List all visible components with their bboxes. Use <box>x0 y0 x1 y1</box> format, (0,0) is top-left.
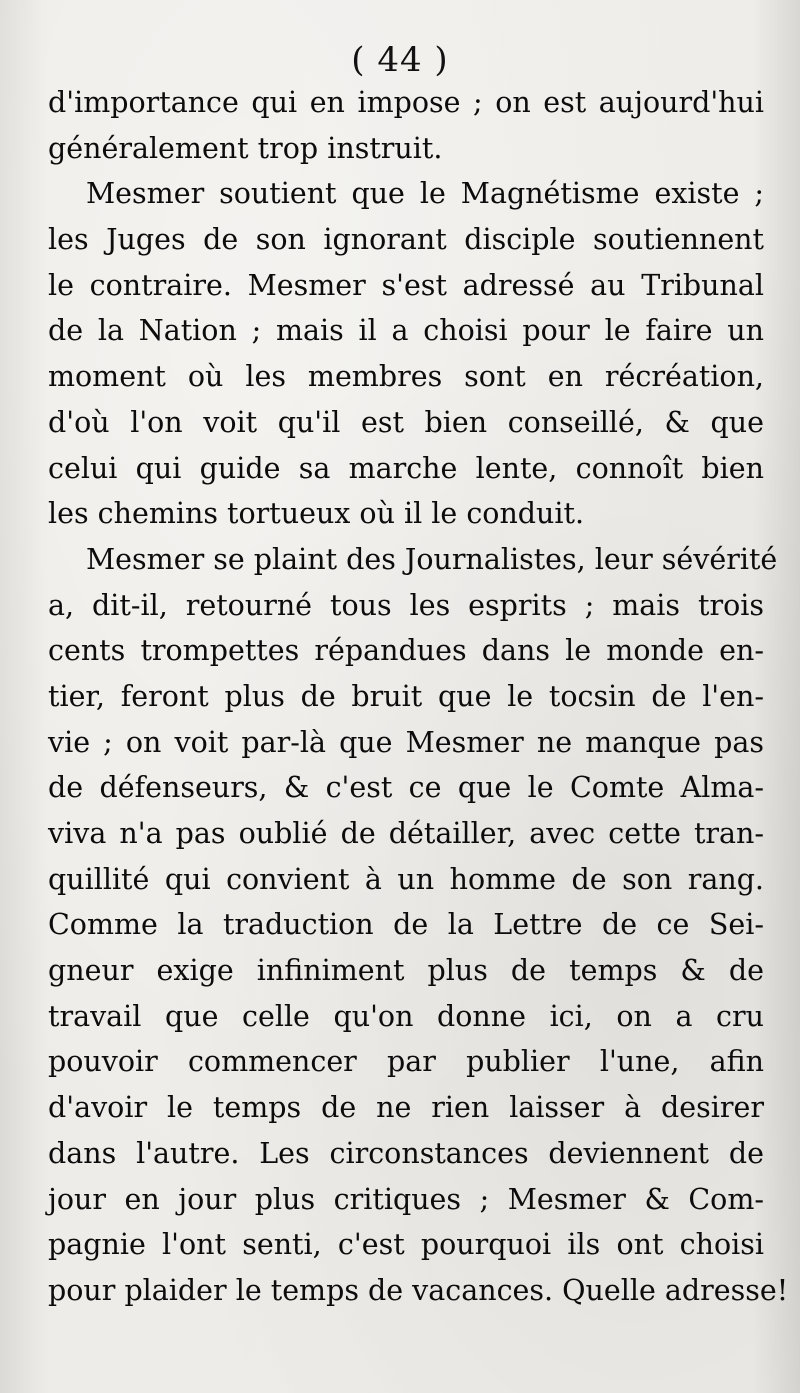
text-line: de la Nation ; mais il a choisi pour le faire un <box>48 314 764 348</box>
text-line: les Juges de son ignorant disciple soutiennent <box>48 223 764 257</box>
text-line: généralement trop instruit. <box>48 131 443 165</box>
text-line: pouvoir commencer par publier l'une, afin <box>48 1045 764 1079</box>
body-text <box>48 80 789 1314</box>
text-line: moment où les membres sont en récréation, <box>48 360 764 394</box>
text-line: Mesmer se plaint des Journalistes, leur sévérité <box>86 542 778 576</box>
text-line: le contraire. Mesmer s'est adressé au Tribunal <box>48 268 764 302</box>
text-line: Mesmer soutient que le Magnétisme existe ; <box>86 177 764 211</box>
text-line: vie ; on voit par-là que Mesmer ne manque pas <box>48 725 764 759</box>
text-line: gneur exige infiniment plus de temps & de <box>48 954 764 988</box>
page-number: ( 44 ) <box>351 40 449 80</box>
text-line: d'importance qui en impose ; on est aujourd'hui <box>48 86 764 119</box>
text-line: celui qui guide sa marche lente, connoît bien <box>48 451 764 485</box>
text-line: viva n'a pas oublié de détailler, avec cette tran- <box>48 817 764 850</box>
text-line: pour plaider le temps de vacances. Quelle adresse! <box>48 1273 789 1307</box>
text-line: Comme la traduction de la Lettre de ce Sei- <box>48 908 764 942</box>
text-line: travail que celle qu'on donne ici, on a cru <box>48 999 764 1033</box>
text-line: de défenseurs, & c'est ce que le Comte Alma- <box>48 771 764 805</box>
text-line: d'où l'on voit qu'il est bien conseillé, & que <box>48 405 764 439</box>
text-line: dans l'autre. Les circonstances deviennent de <box>48 1136 764 1170</box>
text-line: quillité qui convient à un homme de son rang. <box>48 862 764 896</box>
text-line: a, dit-il, retourné tous les esprits ; mais trois <box>48 588 764 622</box>
text-line: cents trompettes répandues dans le monde en- <box>48 634 764 668</box>
text-line: d'avoir le temps de ne rien laisser à desirer <box>48 1091 764 1125</box>
text-line: pagnie l'ont senti, c'est pourquoi ils ont choisi <box>48 1228 764 1262</box>
text-line: jour en jour plus critiques ; Mesmer & Com- <box>48 1182 764 1216</box>
text-line: les chemins tortueux où il le conduit. <box>48 497 585 531</box>
text-line: tier, feront plus de bruit que le tocsin de l'en- <box>48 679 764 713</box>
